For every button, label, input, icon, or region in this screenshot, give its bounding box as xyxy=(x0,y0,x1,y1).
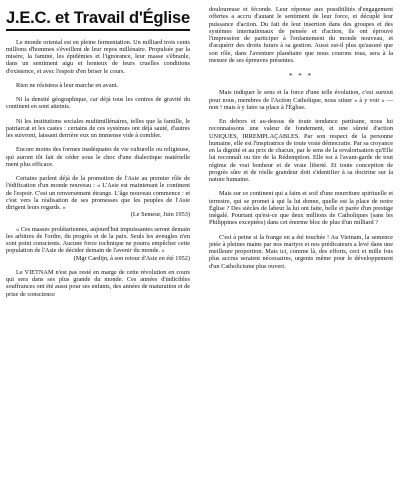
paragraph: Ni la densité géographique, car déjà tous les centres de gravité du continent en sont atteints. xyxy=(6,96,190,111)
paragraph: Mais sur ce continent qui a faim et soif d'une nourriture spirituelle et terrestre, qui se promet à qui la lui donne, quelle est la place de notre Église ? Des siècles de labeur la lui ont faite, belle et parée d'un prestige inégalé. Pourtant qu'est-ce que deux millions de Catholiques (sans les Philippines exceptées) dans cet énorme bloc de plus d'un milliard ? xyxy=(209,190,393,227)
section-separator: * * * xyxy=(289,72,313,80)
paragraph: Le monde oriental est en pleine fermentation. Un milliard trois cents millions d'hommes s'éveillent de leur repos millénaire. Propulsée par la misère, la famine, les épidémies et l'ignorance, leur masse s'ébranle, dans un sentiment aigu et honteux de leurs cruelles conditions d'existence, et avec l'espoir d'en briser le cours. xyxy=(6,38,190,75)
paragraph: Mais indiquer le sens et la force d'une telle évolution, c'est surtout pour nous, membres de l'Action Catholique, nous situer « à y voir » — non ! mais à y faire sa place à l'Église. xyxy=(209,89,393,111)
paragraph: Encore moins des formes inadéquates de vie culturelle ou religieuse, qui auront tôt fait de céder sous le choc d'une dialectique matérielle ment plus efficace. xyxy=(6,146,190,168)
paragraph: douloureuse et féconde. Leur réponse aux possibilités d'engagement offertes a accru d'autant le sentiment de leur force, et décuplé leur puissance d'action. Du fait de leur insertion dans des groupes et des systèmes internationaux de pensée et d'action, ils ont éprouvé l'impression de participer à l'enfantement du monde nouveau, et d'acquérir des droits futurs à sa gestion. Aussi est-il plus qu'assuré que son rôle, dans l'aventure planétaire que nous courons tous, sera à la mesure de ses épreuves présentes. xyxy=(209,6,393,64)
paragraph: Rien ne résistera à leur marche en avant. xyxy=(16,81,119,89)
paragraph: Ni les institutions sociales multimillénaires, telles que la famille, le patriarcat et les castes : certains de ces systèmes ont déjà sauté, d'autres les suivront, laissant derrière eux un immense vide à combler. xyxy=(6,117,190,139)
paragraph: C'est à peine si la frange en a été touchée ! Au Vietnam, la semence jetée à pleines mains par nos martyrs et nos prédicateurs a levé dans une meilleure proportion. Mais ici, comme là, des efforts, ceci et mille fois plus accrus seraient nécessaires, urgents même pour le développement d'un Catholicisme plus ouvert. xyxy=(209,233,393,270)
right-column xyxy=(209,6,393,277)
paragraph: En dehors et au-dessus de toute tendance partisane, nous lui reconnaissons une valeur de fondement, et une sûreté d'action UNIQUES, IRREMPLAÇABLES. Par son respect de la personne humaine, elle est l'inspiratrice de toute vraie démocratie. Par sa croyance en la dignité et au prix de chacun, par le sens de la revalorisation qu'Elle lui reconnaît ou tire de la Rédemption. Elle est à l'avant-garde de tout régime de vrai bonheur et de vraie liberté. Et toute conception de progrès sûre et de réelle grandeur doit s'identifier à sa doctrine sur la nature humaine. xyxy=(209,118,393,183)
left-column xyxy=(6,6,190,305)
source-citation: (Mgr Cardijn, à son retour d'Asie en été 1952) xyxy=(73,254,190,262)
article-title: J.E.C. et Travail d'Église xyxy=(6,9,190,27)
source-citation: (Le Semeur, Juin 1953) xyxy=(130,211,190,219)
title-rule xyxy=(6,29,190,31)
paragraph: Certains parlent déjà de la promotion de l'Asie au premier rôle de l'édification d'un monde nouveau : « L'Asie est maintenant le continent de l'espoir. C'est un renversement étrange. L'âge nouveau commence : et c'est vers la réalisation de ses promesses que les peuples de l'Asie dirigent leurs regards. » xyxy=(6,175,190,211)
paragraph: « Ces masses prolétariennes, aujourd'hui impuissantes seront demain les arbitres de l'ordre, du progrès et de la paix. Seuls les aveugles n'en sont point conscients. Aucune force tochnique ne pourra empêcher cette population de l'Asie de décider demain de l'avenir du monde. » xyxy=(6,225,190,255)
paragraph: Le VIETNAM n'est pas resté en marge de cette révolution en cours qui sera dans ses plus grande du monde. Ces années d'indicibles souffrances ont été aussi pour ses enfants, des années de maturation et de prise de conscience xyxy=(6,268,191,298)
